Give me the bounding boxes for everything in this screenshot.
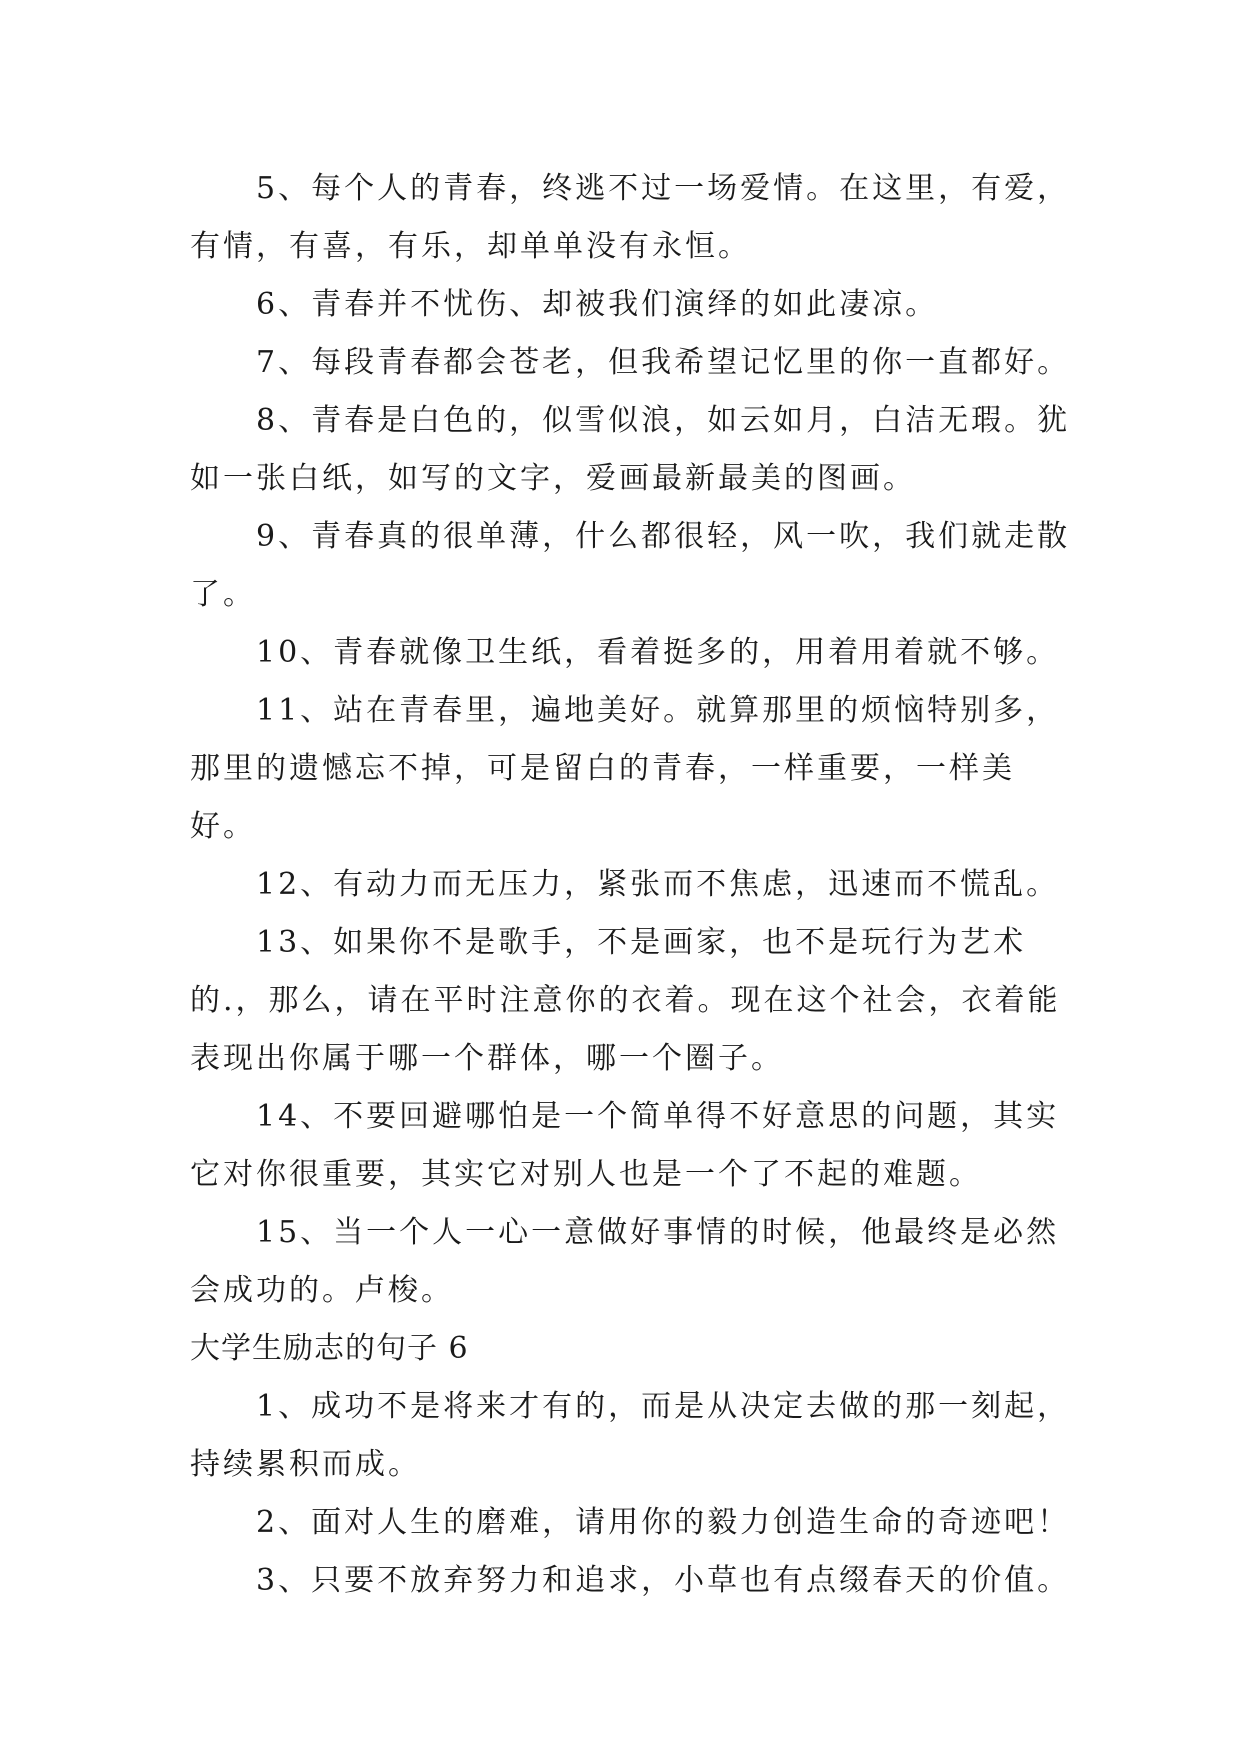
section6-paragraph-2: 2、面对人生的磨难，请用你的毅力创造生命的奇迹吧！	[256, 1505, 1071, 1540]
paragraph-14: 14、不要回避哪怕是一个简单得不好意思的问题，其实它对你很重要，其实它对别人也是一个了不起的难题。	[190, 1099, 1060, 1192]
paragraph-8: 8、青春是白色的，似雪似浪，如云如月，白洁无瑕。犹如一张白纸，如写的文字，爱画最新最美的图画。	[190, 403, 1071, 496]
paragraph-6: 6、青春并不忧伤、却被我们演绎的如此凄凉。	[256, 287, 939, 322]
paragraph-11: 11、站在青春里，遍地美好。就算那里的烦恼特别多，那里的遗憾忘不掉，可是留白的青春，一样重要，一样美好。	[190, 693, 1060, 844]
document-body	[190, 160, 1075, 1610]
paragraph-15: 15、当一个人一心一意做好事情的时候，他最终是必然会成功的。卢梭。	[190, 1215, 1060, 1308]
paragraph-13: 13、如果你不是歌手，不是画家，也不是玩行为艺术的.，那么，请在平时注意你的衣着。现在这个社会，衣着能表现出你属于哪一个群体，哪一个圈子。	[190, 925, 1061, 1076]
section-heading: 大学生励志的句子 6	[190, 1331, 469, 1366]
paragraph-9: 9、青春真的很单薄，什么都很轻，风一吹，我们就走散了。	[190, 519, 1071, 612]
paragraph-10: 10、青春就像卫生纸，看着挺多的，用着用着就不够。	[256, 635, 1060, 670]
paragraph-12: 12、有动力而无压力，紧张而不焦虑，迅速而不慌乱。	[256, 867, 1060, 902]
section6-paragraph-3: 3、只要不放弃努力和追求，小草也有点缀春天的价值。	[256, 1563, 1071, 1598]
section6-paragraph-1: 1、成功不是将来才有的，而是从决定去做的那一刻起，持续累积而成。	[190, 1389, 1071, 1482]
paragraph-7: 7、每段青春都会苍老，但我希望记忆里的你一直都好。	[256, 345, 1071, 380]
paragraph-5: 5、每个人的青春，终逃不过一场爱情。在这里，有爱，有情，有喜，有乐，却单单没有永恒。	[190, 171, 1071, 264]
